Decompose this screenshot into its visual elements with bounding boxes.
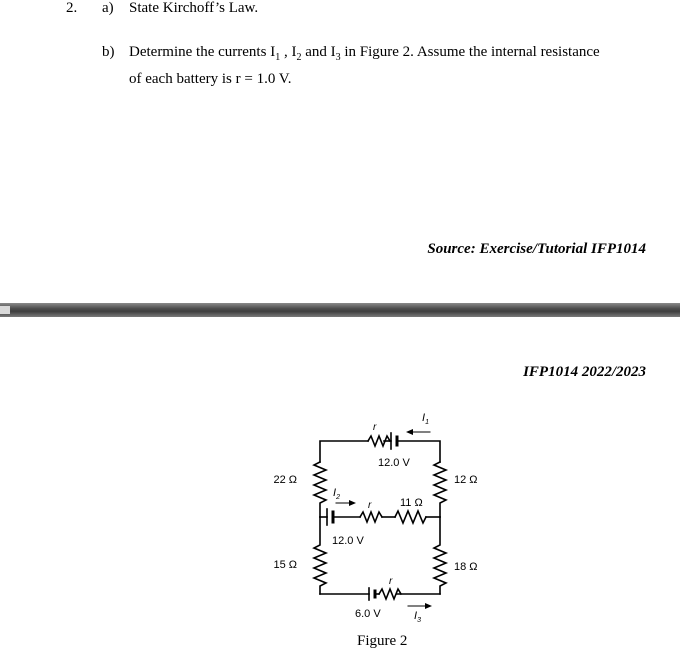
course-code: IFP1014 2022/2023 [523,364,646,380]
label-r-mid: r [368,500,372,511]
resistor-22 [314,462,326,517]
label-i2-letter: I [333,487,337,499]
resistor-12 [434,462,446,517]
label-i2 [333,487,340,501]
i1-subscript: 1 [275,52,281,63]
label-i1-letter: I [422,412,426,424]
part-b-sep1: , I [280,44,297,60]
label-r-top: r [373,422,377,433]
label-18-ohm: 18 Ω [454,561,478,573]
label-battery-mid: 12.0 V [332,535,364,547]
part-b-letter: b) [102,44,115,60]
question-number: 2. [66,0,78,16]
arrow-i1-head [406,429,413,435]
resistor-11 [395,511,426,523]
wire-top-left [320,441,368,462]
i2-subscript: 2 [296,52,302,63]
source-citation: Source: Exercise/Tutorial IFP1014 [427,241,646,257]
label-12-ohm: 12 Ω [454,474,478,486]
part-a-letter: a) [102,0,114,16]
internal-resistor-mid [360,512,382,522]
circuit-diagram [250,400,480,630]
arrow-i3-head [425,603,432,609]
part-a-text: State Kirchoff’s Law. [129,0,259,16]
label-i3 [414,610,421,624]
label-i1-sub: 1 [425,419,429,426]
resistor-18 [434,517,446,594]
part-b-sep2: and I [301,44,336,60]
part-b-prefix: Determine the currents I [129,44,276,60]
label-r-bottom: r [389,576,393,587]
i3-subscript: 3 [335,52,341,63]
figure-caption: Figure 2 [357,633,408,649]
label-11-ohm: 11 Ω [400,497,423,509]
label-i3-letter: I [414,610,418,622]
arrow-i2-head [349,500,356,506]
label-battery-bottom: 6.0 V [355,608,381,620]
part-b-suffix: in Figure 2. Assume the internal resistance [340,44,600,60]
part-b-line1 [129,44,600,61]
label-i3-sub: 3 [417,617,421,624]
resistor-15 [314,517,326,594]
page-divider [0,303,680,317]
part-b-line2: of each battery is r = 1.0 V. [129,71,292,87]
label-i1 [422,412,429,426]
label-battery-top: 12.0 V [378,457,410,469]
label-22-ohm: 22 Ω [273,474,297,486]
page-divider-edge [0,306,10,314]
label-i2-sub: 2 [336,494,340,501]
label-15-ohm: 15 Ω [273,559,297,571]
